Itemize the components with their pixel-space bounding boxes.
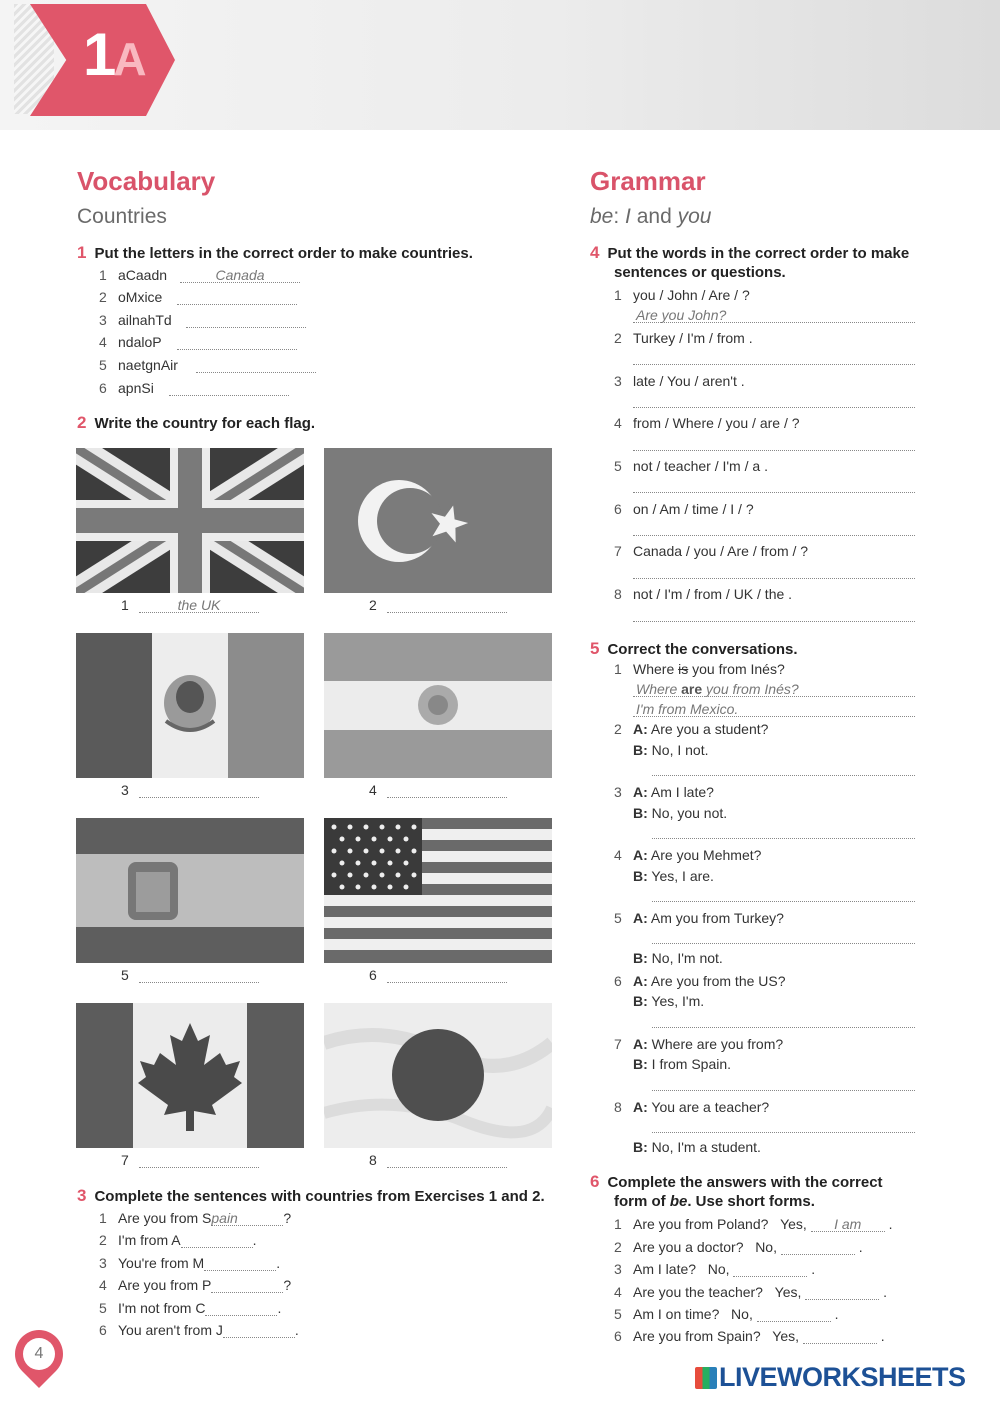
answer-field[interactable] [805,1284,879,1300]
item-number: 4 [614,415,622,431]
line-b: Yes, I are. [651,868,714,884]
item-number: 4 [614,1284,622,1300]
item-number: 4 [99,334,107,350]
speaker-a: A: [633,721,648,737]
ex5-item-6-b [633,993,704,1009]
ex5-item-3-b [633,805,727,821]
exercise-number: 2 [77,413,87,432]
ex5-item-4-a [614,847,761,863]
line-b: I from Spain. [651,1056,732,1072]
ex1-item-3 [99,312,172,328]
ex5-item-7-a [614,1036,783,1052]
item-number: 4 [614,847,622,863]
speaker-b: B: [633,993,648,1009]
ex4-item-3 [614,373,745,389]
answer-start: No, [731,1306,753,1322]
sentence-text: You aren't from J [118,1322,223,1338]
ex3-item-6 [99,1322,299,1338]
answer-field[interactable] [652,1090,915,1091]
item-number: 1 [614,661,622,677]
answer-field[interactable] [139,797,259,798]
liveworksheets-logo-icon [695,1367,717,1389]
exercise-6-instruction-line2 [614,1193,815,1210]
answer-field[interactable] [177,304,297,305]
ex5-item-7-b [633,1056,731,1072]
sentence-end: . [294,1322,299,1338]
item-number: 1 [99,267,107,283]
subtitle-colon: : [613,205,626,228]
scrambled-word: apnSi [118,380,154,396]
ex1-item-2 [99,289,162,305]
flag-number: 3 [121,782,129,798]
answer-bold: are [681,681,703,697]
ex3-item-5 [99,1300,281,1316]
ex5-item-3-a [614,784,714,800]
item-number: 1 [99,1210,107,1226]
word-prompt: you / John / Are / ? [633,287,750,303]
scrambled-word: ndaloP [118,334,162,350]
item-number: 2 [99,1232,107,1248]
item-number: 6 [614,501,622,517]
answer-field[interactable] [196,372,316,373]
answer-field[interactable] [652,943,915,944]
uk-flag [76,448,304,593]
answer-field[interactable] [633,407,915,408]
line-a: Are you Mehmet? [650,847,762,863]
answer-field[interactable] [652,1027,915,1028]
ex4-item-2 [614,330,753,346]
instruction-text: Write the country for each flag. [94,415,316,432]
answer-field[interactable] [205,1300,277,1316]
word-prompt: late / You / aren't . [633,373,745,389]
answer-field[interactable] [139,982,259,983]
line-b: No, I'm not. [651,950,723,966]
sentence-end: . [277,1300,282,1316]
flag-number: 8 [369,1152,377,1168]
ex4-item-6 [614,501,754,517]
scrambled-word: oMxice [118,289,163,305]
speaker-b: B: [633,868,648,884]
answer-field[interactable] [633,716,915,717]
unit-label [83,20,144,89]
item-number: 5 [614,910,622,926]
sentence-text: I'm from A [118,1232,181,1248]
ex6-item-6: 6 Are you from Spain? Yes, . [614,1328,885,1344]
answer-field[interactable] [757,1306,831,1322]
instruction-part: . Use short forms. [687,1193,815,1210]
line-b: Yes, I'm. [651,993,705,1009]
item-number: 3 [99,1255,107,1271]
item-number: 2 [614,1239,622,1255]
flag-number: 2 [369,597,377,613]
word-prompt: not / I'm / from / UK / the . [633,586,793,602]
answer-field[interactable] [633,621,915,622]
answer-field[interactable] [633,450,915,451]
item-number: 6 [614,1328,622,1344]
ex3-item-4 [99,1277,291,1293]
argentina-flag-image [324,633,552,778]
sentence-text: I'm not from C [118,1300,206,1316]
answer-field[interactable] [633,535,915,536]
countries-subtitle: Countries [77,205,167,228]
ex4-item-4 [614,415,800,431]
answer-start: Yes, [774,1284,802,1300]
sentence-end: . [276,1255,281,1271]
exercise-4-instruction [590,243,909,263]
speaker-a: A: [633,910,648,926]
item-number: 7 [614,543,622,559]
item-number: 3 [99,312,107,328]
answer-field[interactable] [223,1322,295,1338]
ex5-item-5-b [633,950,723,966]
answer-field[interactable] [139,1167,259,1168]
exercise-1-instruction [77,243,473,263]
answer-text: Canada [215,267,265,283]
unit-letter: A [113,33,144,85]
answer-field[interactable]: I am [811,1216,885,1232]
instruction-text: Complete the sentences with countries from Exercises 1 and 2. [94,1188,545,1205]
scrambled-word: naetgnAir [118,357,178,373]
question-text: Are you from Poland? [633,1216,769,1232]
ex5-item-2-a [614,721,768,737]
answer-text: the UK [177,597,221,613]
ex5-item-5-a [614,910,784,926]
question-text: Are you from Spain? [633,1328,761,1344]
grammar-title: Grammar [590,166,706,196]
instruction-text: Complete the answers with the correct [607,1174,883,1191]
japan-flag-image [324,1003,552,1148]
answer-field[interactable] [181,1232,253,1248]
sentence-text: Are you from S [118,1210,212,1226]
ex6-item-4: 4 Are you the teacher? Yes, . [614,1284,888,1300]
answer-text: Are you John? [636,307,727,323]
ex3-item-3 [99,1255,280,1271]
speaker-a: A: [633,784,648,800]
answer-part: you from Inés? [702,681,799,697]
ex4-item-8 [614,586,792,602]
sentence-text: you from Inés? [688,661,785,677]
exercise-2-instruction [77,413,315,433]
item-number: 5 [614,458,622,474]
question-text: Am I on time? [633,1306,720,1322]
canada-flag-image [76,1003,304,1148]
line-a: Am I late? [650,784,714,800]
exercise-3-instruction [77,1186,545,1206]
answer-field[interactable] [633,322,915,323]
ex5-item-2-b [633,742,708,758]
page-number: 4 [34,1345,44,1362]
subtitle-i: I [625,205,631,228]
subtitle-and: and [630,205,678,228]
ex5-item-4-b [633,868,714,884]
item-number: 7 [614,1036,622,1052]
ex6-item-1: 1 Are you from Poland? Yes, I am . [614,1216,893,1232]
exercise-5-instruction [590,639,798,659]
ex5-item-8-b [633,1139,761,1155]
sentence-end: . [252,1232,257,1248]
subtitle-be: be [590,205,614,228]
item-number: 3 [614,784,622,800]
answer-field[interactable] [633,364,915,365]
answer-field[interactable] [652,775,915,776]
canada-flag [76,1003,304,1148]
turkey-flag-image [324,448,552,593]
unit-number: 1 [83,21,114,88]
flag-number: 7 [121,1152,129,1168]
speaker-b: B: [633,1139,648,1155]
item-number: 4 [99,1277,107,1293]
uk-flag-image [76,448,304,593]
speaker-a: A: [633,1036,648,1052]
item-number: 6 [99,380,107,396]
exercise-4-instruction-line2: sentences or questions. [614,264,786,281]
speaker-b: B: [633,742,648,758]
answer-field[interactable] [652,1132,915,1133]
sentence-text: You're from M [118,1255,205,1271]
line-a: Am you from Turkey? [650,910,784,926]
sentence-text: Are you from P [118,1277,212,1293]
spain-flag-image [76,818,304,963]
logo-text: LIVEWORKSHEETS [719,1362,966,1392]
word-prompt: from / Where / you / are / ? [633,415,800,431]
ex1-item-4 [99,334,162,350]
sentence-text: Where [633,661,679,677]
line-b: No, I not. [651,742,709,758]
ex1-item-1 [99,267,167,283]
answer-text: I'm from Mexico. [636,701,739,717]
question-text: Are you a doctor? [633,1239,744,1255]
scrambled-word: aCaadn [118,267,168,283]
ex4-item-7 [614,543,808,559]
spain-flag [76,818,304,963]
instruction-text: Put the letters in the correct order to make countries. [94,245,473,262]
item-number: 5 [99,357,107,373]
ex6-item-5: 5 Am I on time? No, . [614,1306,839,1322]
answer-field[interactable] [186,327,306,328]
item-number: 1 [614,287,622,303]
answer-field[interactable] [803,1328,877,1344]
line-a: You are a teacher? [651,1099,770,1115]
line-a: Are you from the US? [650,973,786,989]
item-number: 6 [614,973,622,989]
item-number: 3 [614,373,622,389]
answer-field[interactable] [652,901,915,902]
answer-field[interactable] [169,395,289,396]
flag-number: 1 [121,597,129,613]
question-text: Am I late? [633,1261,697,1277]
answer-start: Yes, [772,1328,800,1344]
item-number: 8 [614,1099,622,1115]
instruction-text: Put the words in the correct order to make [607,245,910,262]
speaker-b: B: [633,1056,648,1072]
ex5-item-1 [614,661,785,677]
struck-word: is [678,661,689,677]
ex1-item-6 [99,380,154,396]
answer-field[interactable] [633,578,915,579]
item-number: 5 [99,1300,107,1316]
item-number: 5 [614,1306,622,1322]
ex1-item-5 [99,357,178,373]
japan-flag [324,1003,552,1148]
flag-number: 5 [121,967,129,983]
answer-field[interactable] [177,349,297,350]
speaker-a: A: [633,1099,648,1115]
word-prompt: Canada / you / Are / from / ? [633,543,809,559]
answer-field[interactable] [733,1261,807,1277]
argentina-flag [324,633,552,778]
answer-field[interactable] [652,838,915,839]
speaker-a: A: [633,847,648,863]
liveworksheets-logo[interactable] [695,1362,966,1393]
item-number: 2 [99,289,107,305]
ex6-item-2: 2 Are you a doctor? No, . [614,1239,863,1255]
item-number: 2 [614,330,622,346]
turkey-flag [324,448,552,593]
word-prompt: on / Am / time / I / ? [633,501,754,517]
line-a: Are you a student? [650,721,769,737]
answer-field[interactable] [781,1239,855,1255]
answer-field[interactable] [633,696,915,697]
exercise-number: 5 [590,639,600,658]
ex5-item-8-a [614,1099,769,1115]
exercise-number: 6 [590,1172,600,1191]
answer-field[interactable] [387,1167,507,1168]
speaker-a: A: [633,973,648,989]
ex3-item-1 [99,1210,291,1226]
item-number: 2 [614,721,622,737]
ex4-item-1 [614,287,750,303]
exercise-number: 4 [590,243,600,262]
answer-field[interactable]: pain [211,1210,283,1226]
word-prompt: not / teacher / I'm / a . [633,458,768,474]
instruction-text: Correct the conversations. [607,641,798,658]
item-number: 3 [614,1261,622,1277]
exercise-number: 3 [77,1186,87,1205]
item-number: 8 [614,586,622,602]
exercise-6-instruction [590,1172,883,1192]
usa-flag-image [324,818,552,963]
ex5-item-6-a [614,973,786,989]
speaker-b: B: [633,805,648,821]
corrected-answer [636,681,799,697]
instruction-be: be [669,1193,688,1210]
answer-field[interactable] [387,797,507,798]
ex6-item-3: 3 Am I late? No, . [614,1261,816,1277]
exercise-number: 1 [77,243,87,262]
speaker-b: B: [633,950,648,966]
scrambled-word: ailnahTd [118,312,172,328]
subtitle-you: you [677,205,712,228]
answer-field[interactable] [633,492,915,493]
vocabulary-title: Vocabulary [77,166,216,196]
flag-number: 6 [369,967,377,983]
flag-number: 4 [369,782,377,798]
grammar-subtitle [590,205,711,229]
line-b: No, you not. [651,805,728,821]
usa-flag [324,818,552,963]
answer-start: No, [707,1261,730,1277]
answer-start: No, [755,1239,777,1255]
mexico-flag-image [76,633,304,778]
answer-field[interactable] [204,1255,276,1271]
sentence-end: ? [283,1277,292,1293]
question-text: Are you the teacher? [633,1284,763,1300]
answer-start: Yes, [780,1216,807,1232]
item-number: 6 [99,1322,107,1338]
ex3-item-2 [99,1232,256,1248]
ex4-item-5 [614,458,768,474]
word-prompt: Turkey / I'm / from . [633,330,753,346]
answer-part: Where [636,681,682,697]
instruction-part: form of [614,1193,670,1210]
answer-field[interactable] [387,612,507,613]
item-number: 1 [614,1216,622,1232]
answer-field[interactable] [211,1277,283,1293]
line-b: No, I'm a student. [651,1139,761,1155]
sentence-end: ? [283,1210,292,1226]
mexico-flag [76,633,304,778]
line-a: Where are you from? [651,1036,784,1052]
answer-field[interactable] [387,982,507,983]
